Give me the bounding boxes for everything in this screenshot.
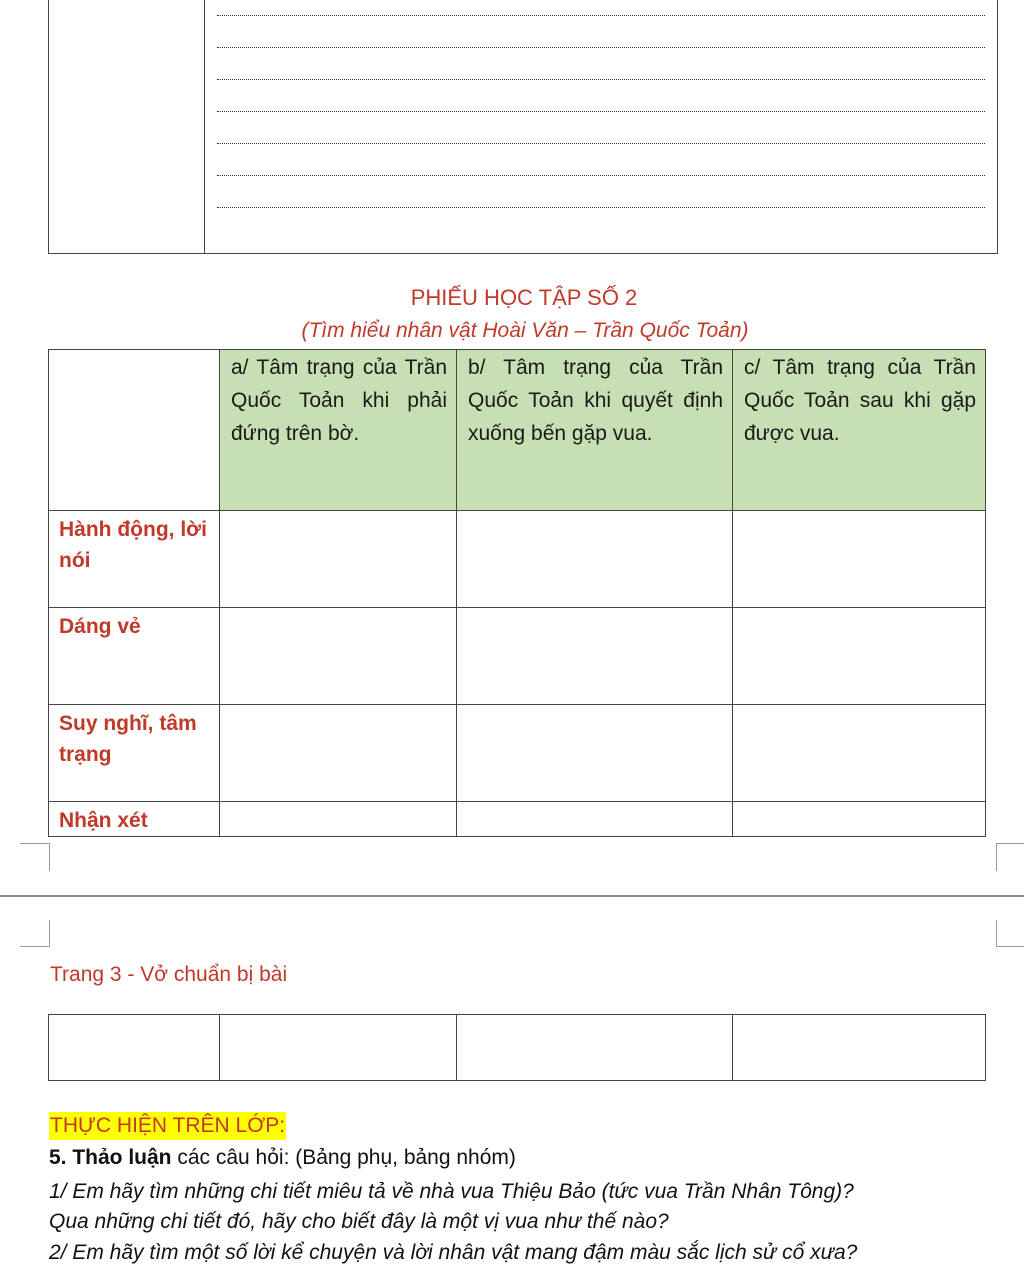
table-row — [49, 511, 986, 608]
answer-cell[interactable] — [220, 511, 457, 608]
previous-table-continuation — [48, 0, 998, 254]
answer-cell[interactable] — [220, 705, 457, 802]
crop-mark — [49, 843, 50, 871]
answer-cell[interactable] — [457, 705, 733, 802]
table-header-row — [49, 350, 986, 511]
answer-dotted-line — [217, 207, 985, 208]
row-label-comments: Nhận xét — [49, 802, 220, 837]
answer-cell[interactable] — [733, 511, 986, 608]
answer-cell[interactable] — [457, 802, 733, 837]
crop-mark — [49, 920, 50, 947]
table-row — [49, 802, 986, 837]
crop-mark — [20, 843, 50, 844]
character-analysis-table — [48, 349, 986, 837]
table-row — [49, 705, 986, 802]
item-5-line — [49, 1146, 516, 1170]
answer-cell[interactable] — [220, 608, 457, 705]
answer-cell[interactable] — [457, 608, 733, 705]
answer-cell[interactable] — [457, 1015, 733, 1081]
answer-cell[interactable] — [733, 608, 986, 705]
answer-cell[interactable] — [457, 511, 733, 608]
answer-dotted-line — [217, 15, 985, 16]
continued-table-row — [48, 1014, 986, 1081]
worksheet-subtitle: (Tìm hiểu nhân vật Hoài Văn – Trần Quốc Toản) — [301, 319, 749, 342]
answer-dotted-line — [217, 175, 985, 176]
worksheet-title: PHIẾU HỌC TẬP SỐ 2 — [410, 285, 638, 310]
answer-dotted-line — [217, 143, 985, 144]
question-1-line-2: Qua những chi tiết đó, hãy cho biết đây là một vị vua như thế nào? — [49, 1210, 669, 1233]
answer-cell[interactable] — [733, 705, 986, 802]
crop-mark — [996, 843, 1024, 844]
page-footer-label: Trang 3 - Vở chuẩn bị bài — [50, 963, 288, 986]
answer-cell[interactable] — [733, 802, 986, 837]
header-cell-b: b/ Tâm trạng của Trần Quốc Toản khi quyết định xuống bến gặp vua. — [457, 350, 733, 511]
section-heading: THỰC HIỆN TRÊN LỚP: — [49, 1112, 286, 1140]
crop-mark — [996, 843, 997, 871]
answer-cell[interactable] — [220, 802, 457, 837]
answer-cell[interactable] — [220, 1015, 457, 1081]
row-label-actions: Hành động, lời nói — [49, 511, 220, 608]
answer-dotted-line — [217, 79, 985, 80]
row-label-thoughts: Suy nghĩ, tâm trạng — [49, 705, 220, 802]
answer-dotted-line — [217, 111, 985, 112]
row-label-appearance: Dáng vẻ — [49, 608, 220, 705]
question-1-line-1: 1/ Em hãy tìm những chi tiết miêu tả về nhà vua Thiệu Bảo (tức vua Trần Nhân Tông)? — [49, 1180, 854, 1203]
answer-cell[interactable] — [49, 1015, 220, 1081]
header-cell-a: a/ Tâm trạng của Trần Quốc Toản khi phải đứng trên bờ. — [220, 350, 457, 511]
header-cell-c: c/ Tâm trạng của Trần Quốc Toản sau khi gặp được vua. — [733, 350, 986, 511]
answer-cell[interactable] — [733, 1015, 986, 1081]
page-separator — [0, 895, 1024, 897]
table-column-divider — [204, 0, 205, 253]
table-row — [49, 608, 986, 705]
item-5-text: các câu hỏi: (Bảng phụ, bảng nhóm) — [171, 1146, 516, 1169]
crop-mark — [996, 920, 997, 947]
question-2-line: 2/ Em hãy tìm một số lời kể chuyện và lời nhân vật mang đậm màu sắc lịch sử cổ xưa? — [49, 1241, 858, 1264]
answer-dotted-line — [217, 47, 985, 48]
table-corner-cell — [49, 350, 220, 511]
item-5-label: 5. Thảo luận — [49, 1146, 172, 1169]
crop-mark — [20, 946, 50, 947]
crop-mark — [996, 946, 1024, 947]
